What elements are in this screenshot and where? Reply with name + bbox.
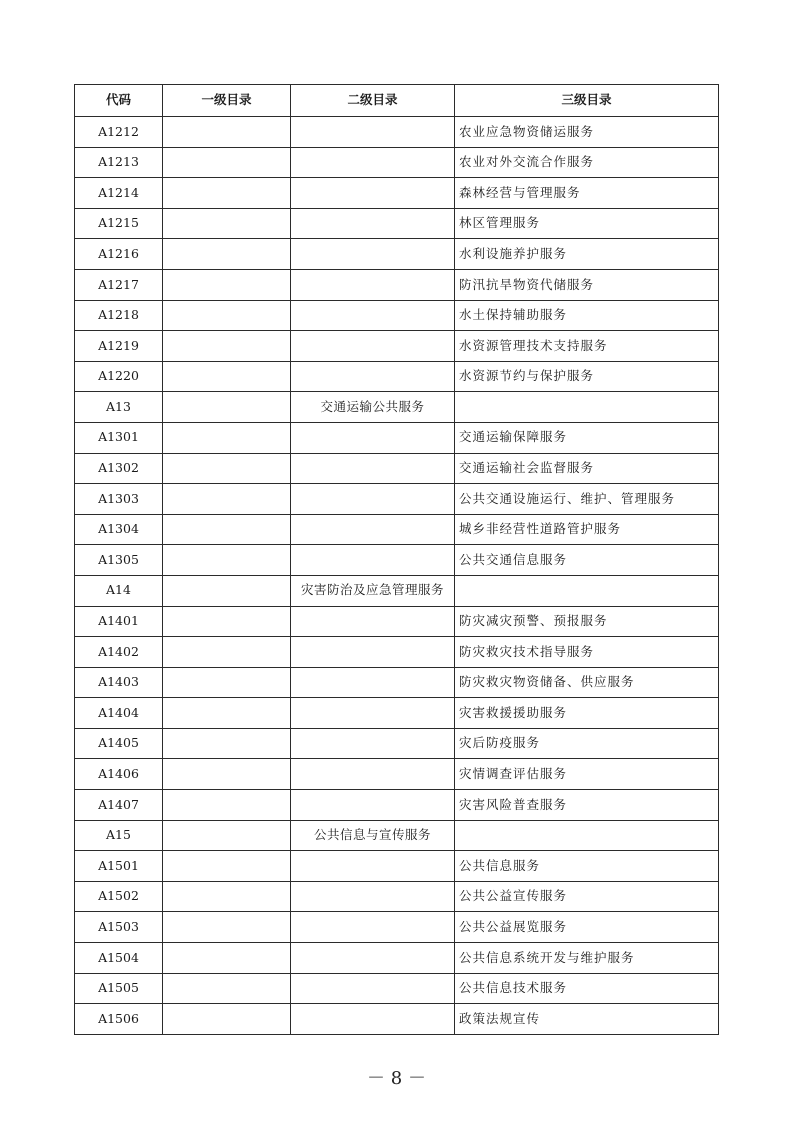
level1-cell bbox=[163, 422, 291, 453]
level2-cell bbox=[291, 300, 455, 331]
level1-cell bbox=[163, 851, 291, 882]
level3-cell: 城乡非经营性道路管护服务 bbox=[455, 514, 719, 545]
table-row bbox=[75, 453, 719, 484]
code-cell: A1402 bbox=[75, 637, 163, 668]
code-cell: A14 bbox=[75, 575, 163, 606]
level1-cell bbox=[163, 361, 291, 392]
level1-cell bbox=[163, 790, 291, 821]
level3-cell: 公共交通信息服务 bbox=[455, 545, 719, 576]
table-row bbox=[75, 667, 719, 698]
code-cell: A1219 bbox=[75, 331, 163, 362]
level3-cell: 防灾救灾物资储备、供应服务 bbox=[455, 667, 719, 698]
level2-cell bbox=[291, 912, 455, 943]
level1-cell bbox=[163, 392, 291, 423]
code-cell: A1505 bbox=[75, 973, 163, 1004]
level3-cell: 公共交通设施运行、维护、管理服务 bbox=[455, 484, 719, 515]
code-cell: A1214 bbox=[75, 178, 163, 209]
table-row bbox=[75, 392, 719, 423]
level3-cell: 公共信息技术服务 bbox=[455, 973, 719, 1004]
level3-cell: 公共信息系统开发与维护服务 bbox=[455, 943, 719, 974]
level3-cell: 交通运输社会监督服务 bbox=[455, 453, 719, 484]
code-cell: A15 bbox=[75, 820, 163, 851]
level1-cell bbox=[163, 637, 291, 668]
code-cell: A1502 bbox=[75, 881, 163, 912]
code-cell: A1215 bbox=[75, 208, 163, 239]
level3-cell: 交通运输保障服务 bbox=[455, 422, 719, 453]
level3-cell bbox=[455, 392, 719, 423]
code-cell: A1305 bbox=[75, 545, 163, 576]
table-row bbox=[75, 545, 719, 576]
level1-cell bbox=[163, 514, 291, 545]
level3-cell: 水资源管理技术支持服务 bbox=[455, 331, 719, 362]
level2-cell bbox=[291, 269, 455, 300]
table-row bbox=[75, 269, 719, 300]
level1-cell bbox=[163, 973, 291, 1004]
code-cell: A1212 bbox=[75, 117, 163, 148]
table-row bbox=[75, 759, 719, 790]
table-row bbox=[75, 514, 719, 545]
level3-cell: 灾害风险普查服务 bbox=[455, 790, 719, 821]
code-cell: A1301 bbox=[75, 422, 163, 453]
table-row bbox=[75, 820, 719, 851]
service-catalog-table bbox=[74, 84, 719, 1035]
header-level1: 一级目录 bbox=[163, 85, 291, 117]
level2-cell bbox=[291, 881, 455, 912]
level1-cell bbox=[163, 484, 291, 515]
level2-cell: 公共信息与宣传服务 bbox=[291, 820, 455, 851]
code-cell: A1218 bbox=[75, 300, 163, 331]
table-row bbox=[75, 117, 719, 148]
level1-cell bbox=[163, 606, 291, 637]
level2-cell bbox=[291, 422, 455, 453]
table-row bbox=[75, 973, 719, 1004]
code-cell: A1216 bbox=[75, 239, 163, 270]
table-row bbox=[75, 606, 719, 637]
code-cell: A1404 bbox=[75, 698, 163, 729]
code-cell: A1401 bbox=[75, 606, 163, 637]
level2-cell bbox=[291, 545, 455, 576]
level1-cell bbox=[163, 698, 291, 729]
table-row bbox=[75, 851, 719, 882]
level1-cell bbox=[163, 912, 291, 943]
table-row bbox=[75, 698, 719, 729]
level2-cell bbox=[291, 667, 455, 698]
table-row bbox=[75, 881, 719, 912]
level1-cell bbox=[163, 575, 291, 606]
level3-cell: 水资源节约与保护服务 bbox=[455, 361, 719, 392]
level3-cell: 农业对外交流合作服务 bbox=[455, 147, 719, 178]
table-row bbox=[75, 1004, 719, 1035]
level3-cell: 农业应急物资储运服务 bbox=[455, 117, 719, 148]
level2-cell bbox=[291, 484, 455, 515]
table-row bbox=[75, 300, 719, 331]
level1-cell bbox=[163, 147, 291, 178]
table-row bbox=[75, 178, 719, 209]
level3-cell: 政策法规宣传 bbox=[455, 1004, 719, 1035]
level2-cell bbox=[291, 239, 455, 270]
code-cell: A1303 bbox=[75, 484, 163, 515]
table-row bbox=[75, 790, 719, 821]
level3-cell: 森林经营与管理服务 bbox=[455, 178, 719, 209]
level1-cell bbox=[163, 208, 291, 239]
code-cell: A1405 bbox=[75, 728, 163, 759]
level2-cell: 灾害防治及应急管理服务 bbox=[291, 575, 455, 606]
code-cell: A1407 bbox=[75, 790, 163, 821]
level1-cell bbox=[163, 545, 291, 576]
level2-cell bbox=[291, 453, 455, 484]
table-row bbox=[75, 361, 719, 392]
table-row bbox=[75, 422, 719, 453]
level1-cell bbox=[163, 331, 291, 362]
level2-cell bbox=[291, 208, 455, 239]
level2-cell bbox=[291, 759, 455, 790]
level2-cell bbox=[291, 1004, 455, 1035]
level3-cell: 水利设施养护服务 bbox=[455, 239, 719, 270]
code-cell: A1506 bbox=[75, 1004, 163, 1035]
header-level3: 三级目录 bbox=[455, 85, 719, 117]
table-row bbox=[75, 147, 719, 178]
code-cell: A1217 bbox=[75, 269, 163, 300]
table-row bbox=[75, 208, 719, 239]
level1-cell bbox=[163, 269, 291, 300]
level2-cell bbox=[291, 728, 455, 759]
table-row bbox=[75, 728, 719, 759]
code-cell: A1304 bbox=[75, 514, 163, 545]
code-cell: A1302 bbox=[75, 453, 163, 484]
level3-cell: 灾后防疫服务 bbox=[455, 728, 719, 759]
code-cell: A1403 bbox=[75, 667, 163, 698]
level3-cell: 公共公益展览服务 bbox=[455, 912, 719, 943]
table-body bbox=[75, 117, 719, 1035]
table-row bbox=[75, 575, 719, 606]
level3-cell: 公共信息服务 bbox=[455, 851, 719, 882]
level2-cell bbox=[291, 637, 455, 668]
level2-cell bbox=[291, 361, 455, 392]
level2-cell bbox=[291, 606, 455, 637]
level2-cell bbox=[291, 331, 455, 362]
level1-cell bbox=[163, 239, 291, 270]
level2-cell: 交通运输公共服务 bbox=[291, 392, 455, 423]
level1-cell bbox=[163, 1004, 291, 1035]
level1-cell bbox=[163, 820, 291, 851]
level3-cell bbox=[455, 820, 719, 851]
level1-cell bbox=[163, 667, 291, 698]
level2-cell bbox=[291, 790, 455, 821]
table-row bbox=[75, 637, 719, 668]
level3-cell: 防灾救灾技术指导服务 bbox=[455, 637, 719, 668]
level1-cell bbox=[163, 943, 291, 974]
code-cell: A1213 bbox=[75, 147, 163, 178]
level1-cell bbox=[163, 728, 291, 759]
header-code: 代码 bbox=[75, 85, 163, 117]
level1-cell bbox=[163, 300, 291, 331]
level1-cell bbox=[163, 178, 291, 209]
table-header-row bbox=[75, 85, 719, 117]
level3-cell: 公共公益宣传服务 bbox=[455, 881, 719, 912]
table-row bbox=[75, 484, 719, 515]
level3-cell: 防灾减灾预警、预报服务 bbox=[455, 606, 719, 637]
table-row bbox=[75, 943, 719, 974]
level2-cell bbox=[291, 514, 455, 545]
code-cell: A1503 bbox=[75, 912, 163, 943]
level3-cell bbox=[455, 575, 719, 606]
code-cell: A1501 bbox=[75, 851, 163, 882]
level3-cell: 防汛抗旱物资代储服务 bbox=[455, 269, 719, 300]
code-cell: A1504 bbox=[75, 943, 163, 974]
level3-cell: 林区管理服务 bbox=[455, 208, 719, 239]
level3-cell: 灾情调查评估服务 bbox=[455, 759, 719, 790]
level3-cell: 灾害救援援助服务 bbox=[455, 698, 719, 729]
level2-cell bbox=[291, 851, 455, 882]
header-level2: 二级目录 bbox=[291, 85, 455, 117]
level2-cell bbox=[291, 178, 455, 209]
level3-cell: 水土保持辅助服务 bbox=[455, 300, 719, 331]
level2-cell bbox=[291, 943, 455, 974]
level2-cell bbox=[291, 973, 455, 1004]
level2-cell bbox=[291, 147, 455, 178]
table-row bbox=[75, 239, 719, 270]
page-number: － 8 － bbox=[367, 1068, 426, 1089]
level1-cell bbox=[163, 759, 291, 790]
table-row bbox=[75, 912, 719, 943]
level1-cell bbox=[163, 881, 291, 912]
level1-cell bbox=[163, 453, 291, 484]
code-cell: A13 bbox=[75, 392, 163, 423]
code-cell: A1220 bbox=[75, 361, 163, 392]
code-cell: A1406 bbox=[75, 759, 163, 790]
table-row bbox=[75, 331, 719, 362]
level1-cell bbox=[163, 117, 291, 148]
level2-cell bbox=[291, 117, 455, 148]
level2-cell bbox=[291, 698, 455, 729]
